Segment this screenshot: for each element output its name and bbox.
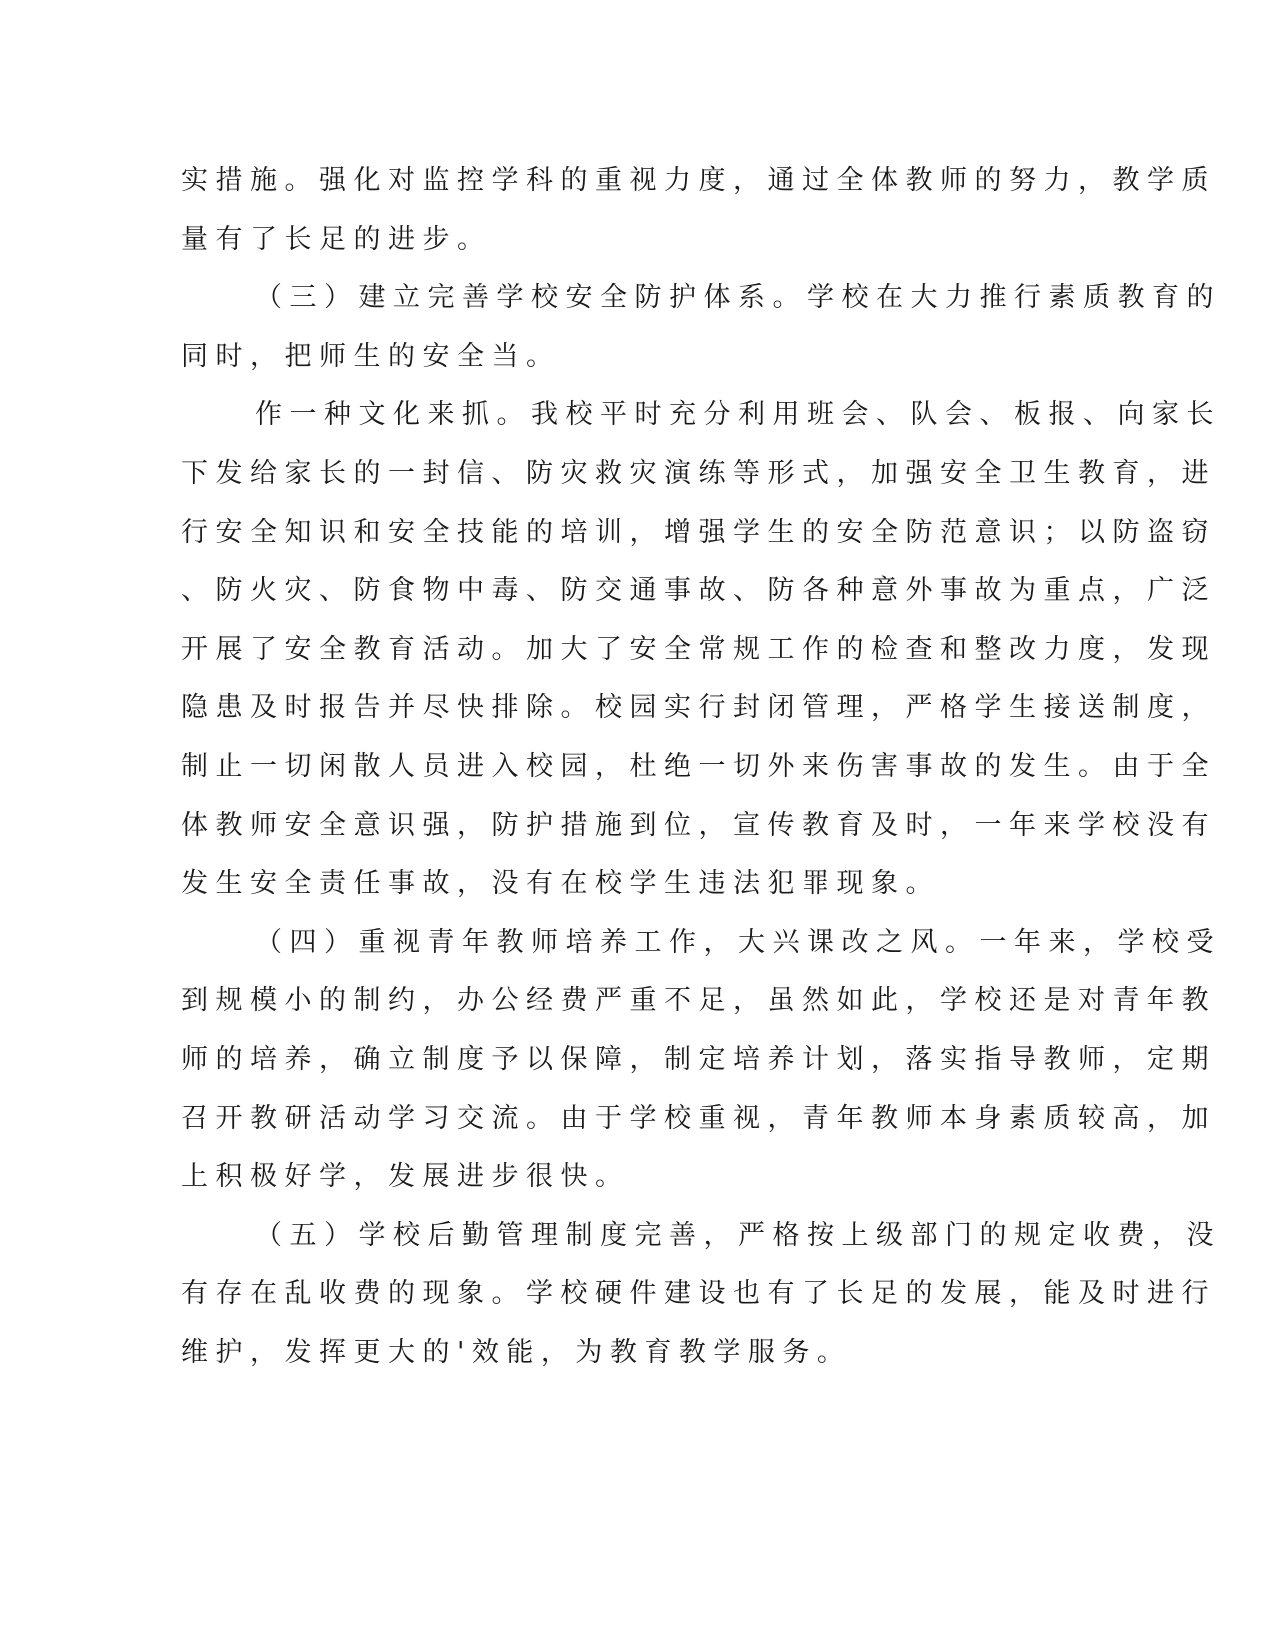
text-line: 有存在乱收费的现象。学校硬件建设也有了长足的发展，能及时进行 bbox=[181, 1278, 1216, 1310]
text-line: 、防火灾、防食物中毒、防交通事故、防各种意外事故为重点，广泛 bbox=[181, 575, 1216, 607]
text-line: 到规模小的制约，办公经费严重不足，虽然如此，学校还是对青年教 bbox=[181, 985, 1216, 1017]
text-line: 维护，发挥更大的'效能，为教育教学服务。 bbox=[181, 1336, 852, 1368]
text-line: 体教师安全意识强，防护措施到位，宣传教育及时，一年来学校没有 bbox=[181, 809, 1216, 841]
text-line: 召开教研活动学习交流。由于学校重视，青年教师本身素质较高，加 bbox=[181, 1102, 1216, 1134]
text-line: 上积极好学，发展进步很快。 bbox=[181, 1161, 630, 1193]
document-body bbox=[181, 152, 1221, 1382]
text-line: 制止一切闲散人员进入校园，杜绝一切外来伤害事故的发生。由于全 bbox=[181, 750, 1216, 782]
text-line: 行安全知识和安全技能的培训，增强学生的安全防范意识；以防盗窃 bbox=[181, 516, 1216, 548]
text-line: 开展了安全教育活动。加大了安全常规工作的检查和整改力度，发现 bbox=[181, 633, 1216, 665]
text-line: 师的培养，确立制度予以保障，制定培养计划，落实指导教师，定期 bbox=[181, 1043, 1216, 1075]
text-line: 作一种文化来抓。我校平时充分利用班会、队会、板报、向家长 bbox=[255, 399, 1221, 431]
paragraph-heading-4: （四）重视青年教师培养工作，大兴课改之风。一年来，学校受 bbox=[255, 926, 1221, 958]
text-line: 量有了长足的进步。 bbox=[181, 223, 492, 255]
paragraph-heading-3: （三）建立完善学校安全防护体系。学校在大力推行素质教育的 bbox=[255, 282, 1221, 314]
text-line: 隐患及时报告并尽快排除。校园实行封闭管理，严格学生接送制度， bbox=[181, 692, 1216, 724]
text-line: 下发给家长的一封信、防灾救灾演练等形式，加强安全卫生教育，进 bbox=[181, 457, 1216, 489]
paragraph-heading-5: （五）学校后勤管理制度完善，严格按上级部门的规定收费，没 bbox=[255, 1219, 1221, 1251]
text-line: 同时，把师生的安全当。 bbox=[181, 340, 561, 372]
text-line: 实措施。强化对监控学科的重视力度，通过全体教师的努力，教学质 bbox=[181, 165, 1216, 196]
text-line: 发生安全责任事故，没有在校学生违法犯罪现象。 bbox=[181, 868, 940, 900]
